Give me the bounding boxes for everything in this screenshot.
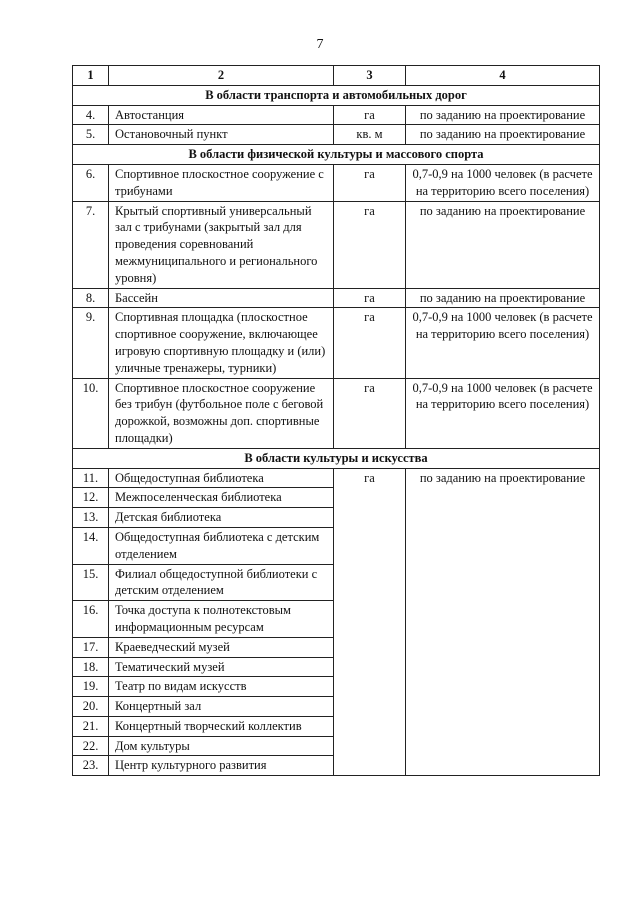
row-number: 21. [73,716,109,736]
row-name: Остановочный пункт [109,125,334,145]
row-number: 22. [73,736,109,756]
row-number: 5. [73,125,109,145]
row-number: 23. [73,756,109,776]
row-number: 15. [73,564,109,601]
section-title: В области физической культуры и массового спорта [73,145,600,165]
table-row [73,125,600,145]
header-cell: 4 [406,66,600,86]
row-name: Межпоселенческая библиотека [109,488,334,508]
row-number: 20. [73,697,109,717]
row-name: Точка доступа к полнотекстовым информационным ресурсам [109,601,334,638]
row-norm: 0,7-0,9 на 1000 человек (в расчете на территорию всего поселения) [406,378,600,448]
row-name: Спортивное плоскостное сооружение без трибун (футбольное поле с беговой дорожкой, возможны доп. спортивные площадки) [109,378,334,448]
row-number: 4. [73,105,109,125]
header-cell: 2 [109,66,334,86]
row-norm: по заданию на проектирование [406,288,600,308]
row-number: 6. [73,164,109,201]
table-row [73,308,600,378]
row-name: Дом культуры [109,736,334,756]
row-norm: 0,7-0,9 на 1000 человек (в расчете на территорию всего поселения) [406,308,600,378]
row-number: 10. [73,378,109,448]
row-name: Филиал общедоступной библиотеки с детским отделением [109,564,334,601]
page-number: 7 [316,37,324,52]
culture-norm: по заданию на проектирование [406,468,600,776]
table-row [73,468,600,488]
header-cell: 1 [73,66,109,86]
row-number: 16. [73,601,109,638]
row-number: 11. [73,468,109,488]
row-number: 8. [73,288,109,308]
row-number: 12. [73,488,109,508]
row-name: Краеведческий музей [109,637,334,657]
row-name: Центр культурного развития [109,756,334,776]
row-name: Спортивная площадка (плоскостное спортивное сооружение, включающее игровую спортивную площадку и (или) уличные тренажеры, турники) [109,308,334,378]
row-name: Спортивное плоскостное сооружение с трибунами [109,164,334,201]
row-unit: га [334,378,406,448]
row-name: Общедоступная библиотека [109,468,334,488]
row-number: 17. [73,637,109,657]
table-row [73,378,600,448]
row-norm: по заданию на проектирование [406,105,600,125]
row-number: 9. [73,308,109,378]
section-title: В области транспорта и автомобильных дорог [73,85,600,105]
row-name: Автостанция [109,105,334,125]
row-number: 7. [73,201,109,288]
row-unit: га [334,308,406,378]
section-row [73,448,600,468]
table-row [73,164,600,201]
row-unit: га [334,288,406,308]
section-title: В области культуры и искусства [73,448,600,468]
row-unit: кв. м [334,125,406,145]
row-name: Общедоступная библиотека с детским отделением [109,527,334,564]
row-name: Концертный зал [109,697,334,717]
culture-unit: га [334,468,406,776]
row-norm: 0,7-0,9 на 1000 человек (в расчете на территорию всего поселения) [406,164,600,201]
table-row [73,201,600,288]
norms-table [72,65,600,776]
row-unit: га [334,201,406,288]
row-unit: га [334,164,406,201]
row-norm: по заданию на проектирование [406,201,600,288]
table-row [73,288,600,308]
row-number: 19. [73,677,109,697]
row-name: Бассейн [109,288,334,308]
row-name: Тематический музей [109,657,334,677]
row-name: Театр по видам искусств [109,677,334,697]
section-row [73,85,600,105]
header-cell: 3 [334,66,406,86]
row-name: Крытый спортивный универсальный зал с трибунами (закрытый зал для проведения соревнований межмуниципального и регионального уровня) [109,201,334,288]
row-number: 18. [73,657,109,677]
row-name: Детская библиотека [109,508,334,528]
row-unit: га [334,105,406,125]
table-row [73,105,600,125]
section-row [73,145,600,165]
row-norm: по заданию на проектирование [406,125,600,145]
row-name: Концертный творческий коллектив [109,716,334,736]
header-row [73,66,600,86]
row-number: 14. [73,527,109,564]
row-number: 13. [73,508,109,528]
